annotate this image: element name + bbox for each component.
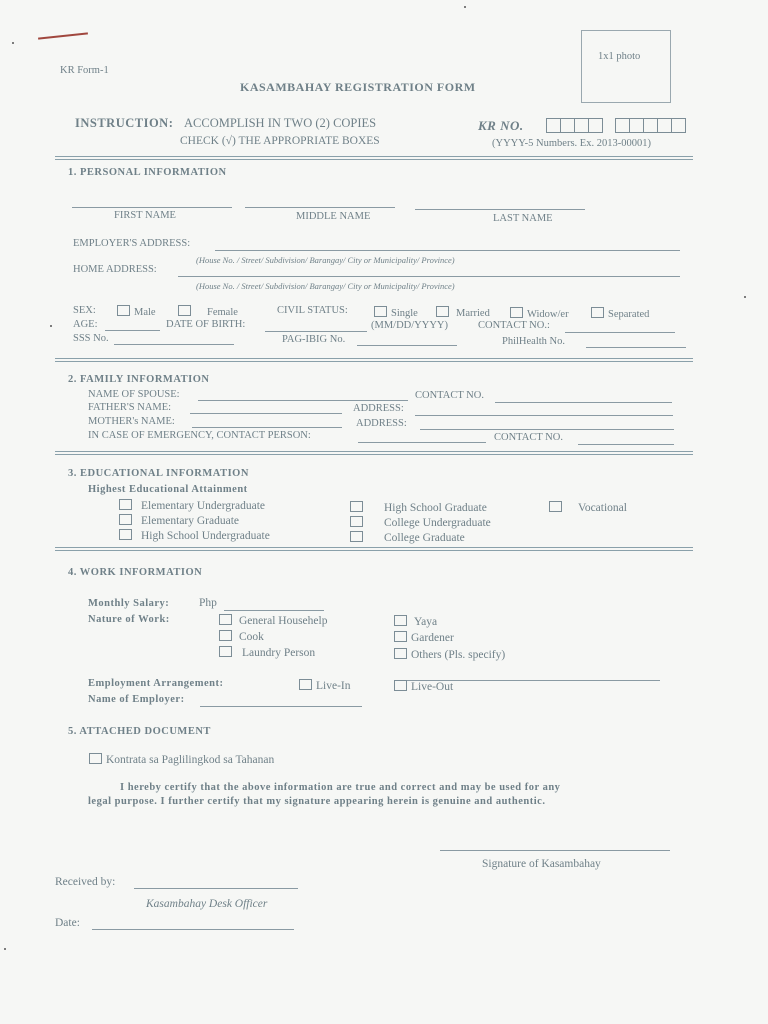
instruction-check: CHECK (√) THE APPROPRIATE BOXES [180, 135, 380, 147]
home-address-field[interactable] [178, 276, 680, 277]
pagibig-field[interactable] [357, 345, 457, 346]
spouse-contact-field[interactable] [495, 402, 672, 403]
kontrata-option[interactable]: Kontrata sa Paglilingkod sa Tahanan [89, 753, 274, 766]
college-grad-option[interactable]: College Graduate [350, 531, 465, 544]
kr-number-boxes[interactable] [616, 118, 686, 133]
section-personal-title: 1. PERSONAL INFORMATION [68, 167, 227, 178]
employer-name-field[interactable] [200, 706, 362, 707]
live-out-option[interactable]: Live-Out [394, 680, 453, 693]
salary-field[interactable] [224, 610, 324, 611]
contact-field[interactable] [565, 332, 675, 333]
age-field[interactable] [105, 330, 160, 331]
home-address-hint: (House No. / Street/ Subdivision/ Barangay/ City or Municipality/ Province) [196, 281, 455, 291]
received-by-label: Received by: [55, 876, 116, 888]
laundry-checkbox[interactable] [219, 646, 232, 657]
speck [744, 296, 746, 298]
last-name-field[interactable] [415, 209, 585, 210]
middle-name-label: MIDDLE NAME [296, 211, 371, 222]
emergency-label: IN CASE OF EMERGENCY, CONTACT PERSON: [88, 430, 311, 441]
middle-name-field[interactable] [245, 207, 395, 208]
male-option[interactable]: Male [117, 305, 156, 318]
certify-line-2: legal purpose. I further certify that my signature appearing herein is genuine and authentic. [88, 796, 546, 807]
college-under-checkbox[interactable] [350, 516, 363, 527]
mother-address-field[interactable] [420, 429, 674, 430]
yaya-option[interactable]: Yaya [394, 615, 437, 628]
mother-label: MOTHER's NAME: [88, 416, 175, 427]
kr-format: (YYYY-5 Numbers. Ex. 2013-00001) [492, 138, 651, 149]
nature-label: Nature of Work: [88, 614, 170, 625]
live-in-option[interactable]: Live-In [299, 679, 350, 692]
live-out-checkbox[interactable] [394, 680, 407, 691]
certify-line-1: I hereby certify that the above information are true and correct and may be used for any [120, 782, 561, 793]
college-grad-checkbox[interactable] [350, 531, 363, 542]
education-subtitle: Highest Educational Attainment [88, 484, 248, 495]
vocational-checkbox[interactable] [549, 501, 562, 512]
married-option[interactable]: Married [436, 306, 490, 319]
arrangement-label: Employment Arrangement: [88, 678, 224, 689]
widow-option[interactable]: Widow/er [510, 307, 569, 320]
form-code: KR Form-1 [60, 65, 109, 76]
kontrata-checkbox[interactable] [89, 753, 102, 764]
home-address-label: HOME ADDRESS: [73, 264, 157, 275]
vocational-option[interactable]: Vocational [549, 501, 627, 514]
employer-address-field[interactable] [215, 250, 680, 251]
kr-no-label: KR NO. [478, 118, 524, 133]
date-label: Date: [55, 917, 80, 929]
mother-field[interactable] [192, 427, 342, 428]
separated-checkbox[interactable] [591, 307, 604, 318]
elem-under-option[interactable]: Elementary Undergraduate [119, 499, 265, 512]
emergency-field[interactable] [358, 442, 486, 443]
instruction-text: ACCOMPLISH IN TWO (2) COPIES [184, 116, 377, 130]
emergency-contact-label: CONTACT NO. [494, 432, 563, 443]
contact-label: CONTACT NO.: [478, 320, 550, 331]
live-in-checkbox[interactable] [299, 679, 312, 690]
single-checkbox[interactable] [374, 306, 387, 317]
section-work-title: 4. WORK INFORMATION [68, 567, 203, 578]
instruction-label: INSTRUCTION: [75, 116, 174, 130]
photo-box [581, 30, 671, 103]
spouse-label: NAME OF SPOUSE: [88, 389, 180, 400]
philhealth-field[interactable] [586, 347, 686, 348]
section-education-title: 3. EDUCATIONAL INFORMATION [68, 468, 249, 479]
divider [55, 358, 693, 362]
married-checkbox[interactable] [436, 306, 449, 317]
speck [50, 325, 52, 327]
divider [55, 547, 693, 551]
general-option[interactable]: General Househelp [219, 614, 327, 627]
widow-checkbox[interactable] [510, 307, 523, 318]
first-name-field[interactable] [72, 207, 232, 208]
form-title: KASAMBAHAY REGISTRATION FORM [240, 80, 476, 94]
spouse-contact-label: CONTACT NO. [415, 390, 484, 401]
divider [55, 156, 693, 160]
speck [4, 948, 6, 950]
philhealth-label: PhilHealth No. [502, 336, 565, 347]
father-label: FATHER'S NAME: [88, 402, 172, 413]
elem-grad-option[interactable]: Elementary Graduate [119, 514, 239, 527]
civil-status-label: CIVIL STATUS: [277, 305, 348, 316]
employer-address-hint: (House No. / Street/ Subdivision/ Barangay/ City or Municipality/ Province) [196, 255, 455, 265]
others-checkbox[interactable] [394, 648, 407, 659]
father-address-field[interactable] [415, 415, 673, 416]
female-option[interactable]: Female [178, 305, 238, 318]
mother-address-label: ADDRESS: [356, 418, 407, 429]
dob-format: (MM/DD/YYYY) [371, 320, 448, 331]
college-under-option[interactable]: College Undergraduate [350, 516, 491, 529]
first-name-label: FIRST NAME [114, 210, 176, 221]
gardener-option[interactable]: Gardener [394, 631, 454, 644]
elem-under-checkbox[interactable] [119, 499, 132, 510]
sss-field[interactable] [114, 344, 234, 345]
others-option[interactable]: Others (Pls. specify) [394, 648, 505, 661]
father-address-label: ADDRESS: [353, 403, 404, 414]
hs-grad-checkbox[interactable] [350, 501, 363, 512]
separated-option[interactable]: Separated [591, 307, 649, 320]
employer-name-label: Name of Employer: [88, 694, 185, 705]
last-name-label: LAST NAME [493, 213, 553, 224]
salary-label: Monthly Salary: [88, 598, 170, 609]
received-by-field[interactable] [134, 888, 298, 889]
age-label: AGE: [73, 319, 98, 330]
section-family-title: 2. FAMILY INFORMATION [68, 374, 210, 385]
hs-grad-option[interactable]: High School Graduate [350, 501, 487, 514]
pagibig-label: PAG-IBIG No. [282, 334, 346, 345]
sss-label: SSS No. [73, 333, 109, 344]
signature-field[interactable] [440, 850, 670, 851]
php-label: Php [199, 597, 217, 609]
divider [55, 451, 693, 455]
kr-year-boxes[interactable] [547, 118, 603, 133]
male-checkbox[interactable] [117, 305, 130, 316]
spouse-field[interactable] [198, 400, 408, 401]
employer-address-label: EMPLOYER'S ADDRESS: [73, 238, 191, 249]
section-attached-title: 5. ATTACHED DOCUMENT [68, 726, 211, 737]
desk-officer-label: Kasambahay Desk Officer [146, 898, 268, 910]
cook-option[interactable]: Cook [219, 630, 264, 643]
dob-field[interactable] [265, 331, 367, 332]
emergency-contact-field[interactable] [578, 444, 674, 445]
signature-label: Signature of Kasambahay [482, 858, 601, 870]
yaya-checkbox[interactable] [394, 615, 407, 626]
photo-label: 1x1 photo [598, 51, 641, 62]
laundry-option[interactable]: Laundry Person [219, 646, 315, 659]
elem-grad-checkbox[interactable] [119, 514, 132, 525]
hs-under-option[interactable]: High School Undergraduate [119, 529, 270, 542]
general-checkbox[interactable] [219, 614, 232, 625]
female-checkbox[interactable] [178, 305, 191, 316]
speck [12, 42, 14, 44]
gardener-checkbox[interactable] [394, 631, 407, 642]
single-option[interactable]: Single [374, 306, 418, 319]
hs-under-checkbox[interactable] [119, 529, 132, 540]
father-field[interactable] [190, 413, 342, 414]
date-field[interactable] [92, 929, 294, 930]
cook-checkbox[interactable] [219, 630, 232, 641]
sex-label: SEX: [73, 305, 96, 316]
dob-label: DATE OF BIRTH: [166, 319, 246, 330]
speck [464, 6, 466, 8]
pen-mark [38, 32, 88, 39]
